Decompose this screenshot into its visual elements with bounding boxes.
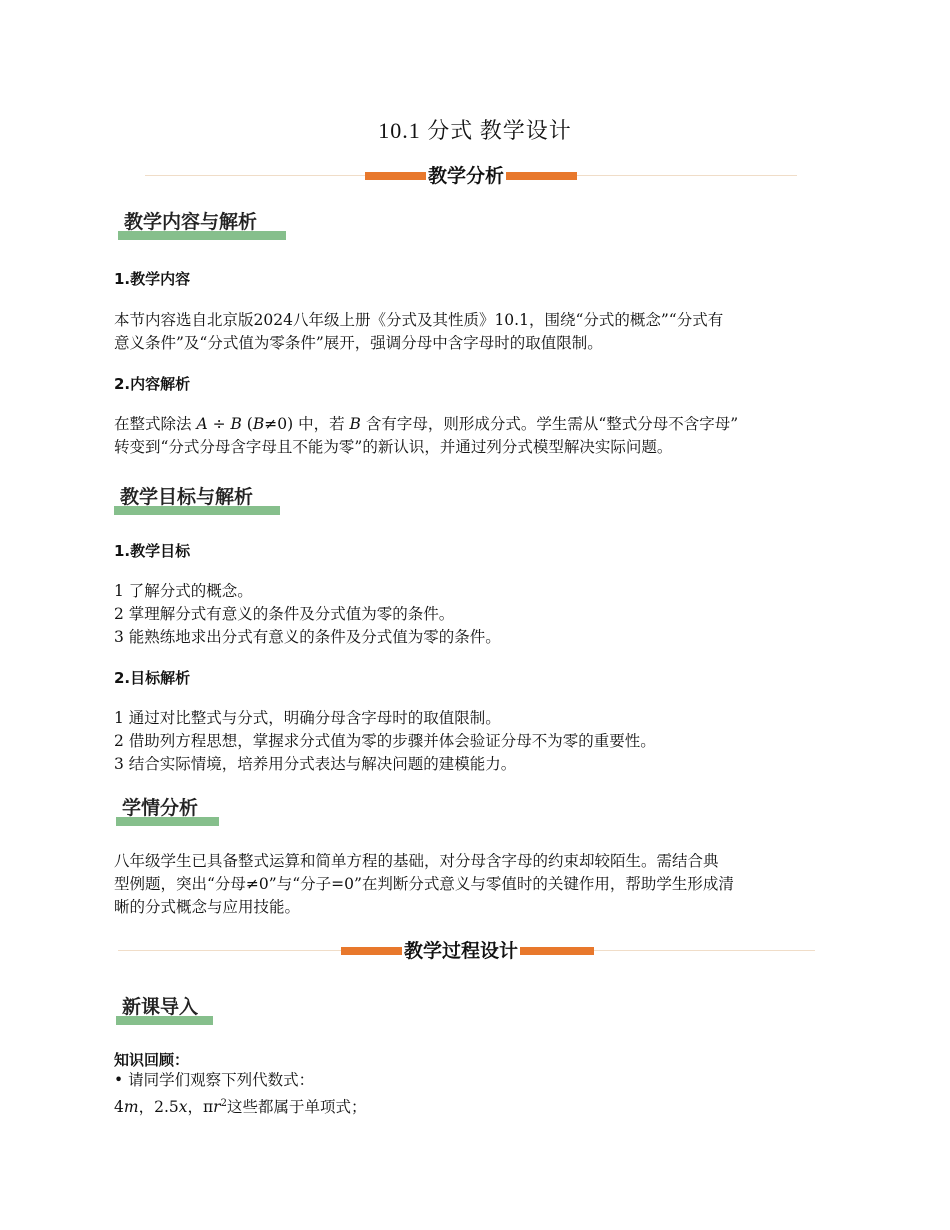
subheading-teaching-content: 1.教学内容: [114, 270, 191, 288]
divider-teaching-analysis: [145, 164, 797, 188]
divider-label: 教学分析: [428, 165, 505, 187]
subheading-goal-analysis: 2.目标解析: [114, 669, 191, 687]
list-item: 1 通过对比整式与分式，明确分母含字母时的取值限制。: [114, 709, 501, 727]
list-item: 2 掌理解分式有意义的条件及分式值为零的条件。: [114, 605, 455, 623]
bullet-item: • 请同学们观察下列代数式：: [114, 1071, 315, 1089]
divider-teaching-process: [118, 939, 815, 963]
section-heading-content: 教学内容与解析: [118, 208, 286, 240]
list-item: 3 能熟练地求出分式有意义的条件及分式值为零的条件。: [114, 628, 501, 646]
expression-line: 4m，2.5x，$\pi r^2$这些都属于单项式；: [114, 1098, 367, 1117]
list-item: 3 结合实际情境，培养用分式表达与解决问题的建模能力。: [114, 755, 517, 773]
section-heading-intro: 新课导入: [116, 993, 213, 1025]
list-teaching-goals: [114, 580, 838, 649]
intro-content: [114, 1069, 838, 1119]
paragraph-student-analysis: 八年级学生已具备整式运算和简单方程的基础，对分母含字母的约束却较陌生。需结合典 型例题，突出“分母≠0”与“分子=0”在判断分式意义与零值时的关键作用，帮助学生形成清 晰的分式概念与应用技能。: [114, 852, 734, 916]
divider-label: 教学过程设计: [404, 940, 519, 962]
list-item: 2 借助列方程思想，掌握求分式值为零的步骤并体会验证分母不为零的重要性。: [114, 732, 656, 750]
list-goal-analysis: [114, 707, 838, 776]
subheading-content-analysis: 2.内容解析: [114, 375, 191, 393]
list-item: 1 了解分式的概念。: [114, 582, 253, 600]
knowledge-review-label: 知识回顾：: [114, 1051, 190, 1069]
section-heading-students: 学情分析: [116, 794, 219, 826]
paragraph-teaching-content: 本节内容选自北京版2024八年级上册《分式及其性质》10.1，围绕“分式的概念”“分式有 意义条件”及“分式值为零条件”展开，强调分母中含字母时的取值限制。: [114, 311, 724, 352]
subheading-teaching-goals: 1.教学目标: [114, 542, 191, 560]
page-title: 10.1 分式 教学设计: [378, 118, 572, 143]
paragraph-content-analysis: 在整式除法 A ÷ B (B≠0) 中，若 B 含有字母，则形成分式。学生需从“整式分母不含字母” 转变到“分式分母含字母且不能为零”的新认识，并通过列分式模型解决实际问题。: [114, 415, 739, 456]
section-heading-goals: 教学目标与解析: [114, 483, 280, 515]
